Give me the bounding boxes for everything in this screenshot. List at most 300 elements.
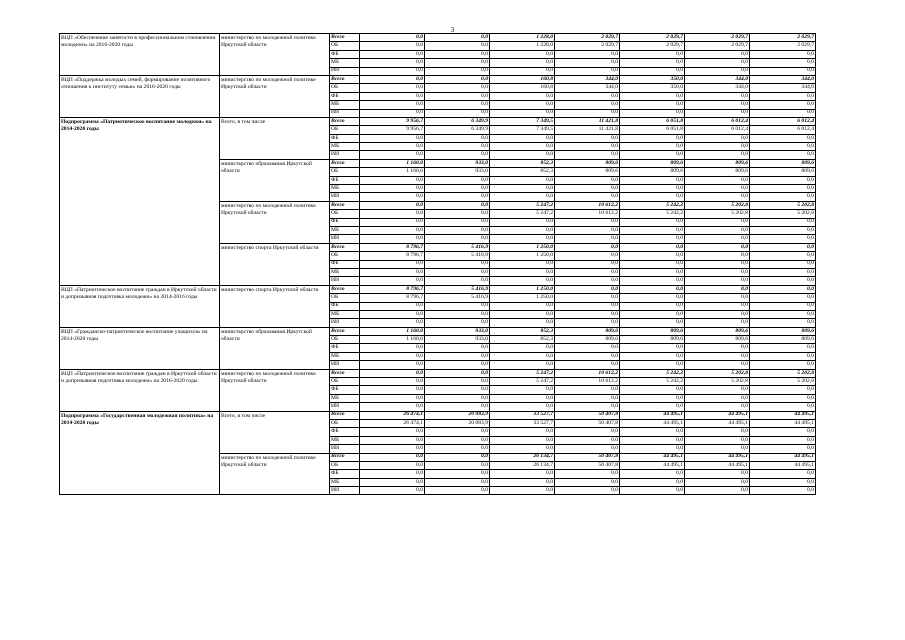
amount-cell: 0,0 — [490, 361, 555, 369]
amount-cell: 0,0 — [425, 260, 490, 268]
amount-cell: 0,0 — [490, 151, 555, 159]
amount-cell: 20 083,9 — [425, 419, 490, 427]
amount-cell: 0,0 — [555, 310, 620, 318]
amount-cell: 0,0 — [685, 268, 750, 276]
amount-cell: 809,6 — [685, 159, 750, 167]
executor-cell: министерство по молодежной политике Иркутской области — [220, 453, 330, 495]
amount-cell: 0,0 — [490, 59, 555, 67]
amount-cell: 0,0 — [685, 277, 750, 285]
amount-cell: 0,0 — [490, 50, 555, 58]
amount-cell: 0,0 — [425, 453, 490, 461]
amount-cell: 5 416,9 — [425, 285, 490, 293]
amount-cell: 0,0 — [360, 185, 425, 193]
amount-cell: 809,6 — [750, 327, 816, 335]
amount-cell: 0,0 — [555, 478, 620, 486]
amount-cell: 0,0 — [425, 445, 490, 453]
amount-cell: 5 202,8 — [685, 210, 750, 218]
amount-cell: 0,0 — [620, 310, 685, 318]
amount-cell: 26 474,1 — [360, 411, 425, 419]
amount-cell: 44 495,1 — [620, 461, 685, 469]
amount-cell: 0,0 — [620, 143, 685, 151]
amount-cell: 0,0 — [360, 67, 425, 75]
amount-cell: 0,0 — [360, 50, 425, 58]
amount-cell: 809,6 — [555, 168, 620, 176]
amount-cell: 0,0 — [620, 394, 685, 402]
amount-cell: 0,0 — [360, 344, 425, 352]
amount-cell: 0,0 — [360, 193, 425, 201]
amount-cell: 0,0 — [360, 59, 425, 67]
amount-cell: 0,0 — [425, 84, 490, 92]
executor-cell: Всего, в том числе — [220, 117, 330, 159]
amount-cell: 0,0 — [750, 143, 816, 151]
amount-cell: 0,0 — [750, 176, 816, 184]
amount-cell: 0,0 — [555, 218, 620, 226]
amount-cell: 0,0 — [750, 59, 816, 67]
amount-cell: 0,0 — [555, 344, 620, 352]
amount-cell: 0,0 — [360, 210, 425, 218]
amount-cell: 0,0 — [750, 243, 816, 251]
amount-cell: 0,0 — [750, 478, 816, 486]
amount-cell: 0,0 — [490, 386, 555, 394]
funding-source-cell: ОБ — [330, 294, 360, 302]
amount-cell: 5 202,8 — [685, 378, 750, 386]
amount-cell: 809,6 — [620, 159, 685, 167]
amount-cell: 0,0 — [360, 453, 425, 461]
amount-cell: 0,0 — [490, 302, 555, 310]
executor-cell: министерство спорта Иркутской области — [220, 243, 330, 285]
amount-cell: 8 796,7 — [360, 252, 425, 260]
amount-cell: 0,0 — [685, 218, 750, 226]
amount-cell: 7 349,5 — [490, 117, 555, 125]
amount-cell: 0,0 — [360, 218, 425, 226]
amount-cell: 0,0 — [685, 294, 750, 302]
amount-cell: 0,0 — [750, 403, 816, 411]
amount-cell: 0,0 — [555, 361, 620, 369]
amount-cell: 0,0 — [360, 101, 425, 109]
amount-cell: 0,0 — [685, 101, 750, 109]
amount-cell: 0,0 — [750, 151, 816, 159]
amount-cell: 852,3 — [490, 327, 555, 335]
amount-cell: 809,6 — [685, 327, 750, 335]
amount-cell: 0,0 — [685, 361, 750, 369]
amount-cell: 0,0 — [425, 470, 490, 478]
amount-cell: 0,0 — [620, 403, 685, 411]
amount-cell: 0,0 — [620, 478, 685, 486]
amount-cell: 0,0 — [685, 109, 750, 117]
amount-cell: 0,0 — [620, 285, 685, 293]
amount-cell: 809,6 — [620, 327, 685, 335]
funding-source-cell: ИИ — [330, 277, 360, 285]
amount-cell: 0,0 — [555, 428, 620, 436]
amount-cell: 0,0 — [750, 310, 816, 318]
funding-source-cell: Всего — [330, 453, 360, 461]
amount-cell: 0,0 — [490, 344, 555, 352]
amount-cell: 344,0 — [685, 75, 750, 83]
amount-cell: 0,0 — [620, 352, 685, 360]
funding-source-cell: МБ — [330, 310, 360, 318]
table-row — [60, 75, 816, 83]
funding-source-cell: ОБ — [330, 336, 360, 344]
amount-cell: 50 407,8 — [555, 411, 620, 419]
amount-cell: 0,0 — [750, 134, 816, 142]
funding-source-cell: МБ — [330, 101, 360, 109]
amount-cell: 6 349,9 — [425, 117, 490, 125]
amount-cell: 7 349,5 — [490, 126, 555, 134]
amount-cell: 0,0 — [750, 352, 816, 360]
amount-cell: 0,0 — [490, 92, 555, 100]
amount-cell: 5 202,8 — [750, 210, 816, 218]
amount-cell: 26 134,7 — [490, 461, 555, 469]
funding-source-cell: МБ — [330, 226, 360, 234]
amount-cell: 5 202,8 — [685, 369, 750, 377]
amount-cell: 0,0 — [620, 260, 685, 268]
amount-cell: 0,0 — [490, 310, 555, 318]
amount-cell: 0,0 — [620, 185, 685, 193]
executor-cell: министерство по молодежной политике Иркутской области — [220, 369, 330, 411]
amount-cell: 0,0 — [360, 352, 425, 360]
amount-cell: 0,0 — [490, 226, 555, 234]
amount-cell: 0,0 — [685, 428, 750, 436]
amount-cell: 0,0 — [555, 252, 620, 260]
amount-cell: 0,0 — [555, 185, 620, 193]
amount-cell: 5 416,9 — [425, 252, 490, 260]
amount-cell: 0,0 — [490, 319, 555, 327]
table-row — [60, 34, 816, 42]
page-number: 3 — [450, 26, 455, 34]
amount-cell: 0,0 — [425, 394, 490, 402]
amount-cell: 0,0 — [685, 470, 750, 478]
amount-cell: 5 242,2 — [620, 378, 685, 386]
funding-source-cell: ФБ — [330, 386, 360, 394]
amount-cell: 10 612,2 — [555, 378, 620, 386]
amount-cell: 5 242,2 — [620, 369, 685, 377]
amount-cell: 6 349,9 — [425, 126, 490, 134]
funding-source-cell: МБ — [330, 394, 360, 402]
amount-cell: 0,0 — [490, 277, 555, 285]
amount-cell: 809,6 — [555, 327, 620, 335]
amount-cell: 0,0 — [685, 243, 750, 251]
funding-source-cell: ФБ — [330, 50, 360, 58]
executor-cell: министерство образования Иркутской области — [220, 159, 330, 201]
amount-cell: 0,0 — [425, 369, 490, 377]
amount-cell: 0,0 — [490, 352, 555, 360]
amount-cell: 0,0 — [555, 470, 620, 478]
amount-cell: 0,0 — [685, 394, 750, 402]
amount-cell: 0,0 — [425, 218, 490, 226]
amount-cell: 0,0 — [490, 487, 555, 495]
amount-cell: 0,0 — [490, 193, 555, 201]
amount-cell: 0,0 — [490, 143, 555, 151]
amount-cell: 1 250,0 — [490, 252, 555, 260]
amount-cell: 0,0 — [360, 319, 425, 327]
amount-cell: 0,0 — [750, 487, 816, 495]
amount-cell: 8 796,7 — [360, 243, 425, 251]
amount-cell: 0,0 — [685, 67, 750, 75]
amount-cell: 0,0 — [425, 92, 490, 100]
amount-cell: 0,0 — [360, 436, 425, 444]
amount-cell: 344,0 — [750, 84, 816, 92]
amount-cell: 1 160,0 — [360, 336, 425, 344]
amount-cell: 0,0 — [620, 428, 685, 436]
amount-cell: 0,0 — [685, 285, 750, 293]
amount-cell: 0,0 — [685, 226, 750, 234]
amount-cell: 0,0 — [555, 386, 620, 394]
amount-cell: 0,0 — [490, 176, 555, 184]
amount-cell: 0,0 — [360, 369, 425, 377]
amount-cell: 0,0 — [750, 193, 816, 201]
amount-cell: 160,8 — [490, 75, 555, 83]
amount-cell: 0,0 — [685, 193, 750, 201]
amount-cell: 0,0 — [750, 428, 816, 436]
amount-cell: 0,0 — [490, 436, 555, 444]
amount-cell: 5 416,9 — [425, 243, 490, 251]
amount-cell: 0,0 — [555, 67, 620, 75]
amount-cell: 0,0 — [620, 67, 685, 75]
amount-cell: 50 407,8 — [555, 419, 620, 427]
amount-cell: 0,0 — [360, 445, 425, 453]
amount-cell: 0,0 — [555, 285, 620, 293]
amount-cell: 0,0 — [425, 478, 490, 486]
amount-cell: 0,0 — [620, 50, 685, 58]
amount-cell: 0,0 — [425, 201, 490, 209]
amount-cell: 26 474,1 — [360, 419, 425, 427]
amount-cell: 0,0 — [750, 185, 816, 193]
amount-cell: 0,0 — [555, 151, 620, 159]
amount-cell: 0,0 — [425, 109, 490, 117]
amount-cell: 0,0 — [750, 277, 816, 285]
amount-cell: 0,0 — [555, 59, 620, 67]
amount-cell: 0,0 — [425, 176, 490, 184]
amount-cell: 0,0 — [620, 252, 685, 260]
funding-source-cell: ФБ — [330, 470, 360, 478]
amount-cell: 0,0 — [685, 92, 750, 100]
amount-cell: 0,0 — [360, 226, 425, 234]
amount-cell: 0,0 — [490, 470, 555, 478]
amount-cell: 0,0 — [555, 176, 620, 184]
amount-cell: 8 796,7 — [360, 294, 425, 302]
amount-cell: 5 242,2 — [620, 201, 685, 209]
amount-cell: 44 495,1 — [750, 411, 816, 419]
amount-cell: 0,0 — [360, 42, 425, 50]
program-name-cell: ВЦП «Патриотическое воспитание граждан в Иркутской области и допризывная подготовка молодежи» на 2016-2020 годы — [60, 369, 220, 411]
amount-cell: 809,6 — [620, 168, 685, 176]
funding-source-cell: ОБ — [330, 168, 360, 176]
amount-cell: 0,0 — [425, 386, 490, 394]
amount-cell: 0,0 — [620, 344, 685, 352]
amount-cell: 0,0 — [620, 243, 685, 251]
amount-cell: 9 956,7 — [360, 126, 425, 134]
amount-cell: 0,0 — [425, 436, 490, 444]
amount-cell: 44 495,1 — [685, 411, 750, 419]
amount-cell: 0,0 — [360, 268, 425, 276]
amount-cell: 0,0 — [425, 487, 490, 495]
amount-cell: 0,0 — [360, 478, 425, 486]
amount-cell: 0,0 — [620, 193, 685, 201]
amount-cell: 0,0 — [360, 403, 425, 411]
funding-source-cell: Всего — [330, 75, 360, 83]
amount-cell: 44 495,1 — [750, 419, 816, 427]
amount-cell: 0,0 — [620, 218, 685, 226]
program-name-cell: ВЦП «Патриотическое воспитание граждан в Иркутской области и допризывная подготовка молодежи» на 2014-2016 годы — [60, 285, 220, 327]
amount-cell: 0,0 — [620, 277, 685, 285]
funding-source-cell: Всего — [330, 285, 360, 293]
amount-cell: 0,0 — [425, 101, 490, 109]
amount-cell: 5 247,2 — [490, 369, 555, 377]
amount-cell: 1 228,0 — [490, 42, 555, 50]
amount-cell: 0,0 — [750, 302, 816, 310]
amount-cell: 0,0 — [425, 352, 490, 360]
amount-cell: 44 495,1 — [620, 411, 685, 419]
amount-cell: 852,3 — [490, 159, 555, 167]
table-row — [60, 369, 816, 377]
amount-cell: 0,0 — [685, 302, 750, 310]
funding-source-cell: ФБ — [330, 302, 360, 310]
amount-cell: 0,0 — [555, 487, 620, 495]
funding-source-cell: МБ — [330, 59, 360, 67]
amount-cell: 0,0 — [360, 176, 425, 184]
amount-cell: 0,0 — [360, 201, 425, 209]
amount-cell: 0,0 — [425, 428, 490, 436]
amount-cell: 0,0 — [555, 260, 620, 268]
amount-cell: 50 407,8 — [555, 453, 620, 461]
amount-cell: 0,0 — [555, 277, 620, 285]
amount-cell: 8 796,7 — [360, 285, 425, 293]
funding-source-cell: ФБ — [330, 344, 360, 352]
amount-cell: 0,0 — [425, 302, 490, 310]
amount-cell: 0,0 — [360, 235, 425, 243]
amount-cell: 809,6 — [750, 159, 816, 167]
amount-cell: 0,0 — [360, 461, 425, 469]
amount-cell: 5 202,8 — [750, 369, 816, 377]
amount-cell: 350,0 — [620, 75, 685, 83]
amount-cell: 2 029,7 — [555, 34, 620, 42]
program-name-cell: Подпрограмма «Государственная молодежная политика» на 2014-2020 годы — [60, 411, 220, 495]
funding-source-cell: ИИ — [330, 235, 360, 243]
amount-cell: 0,0 — [555, 193, 620, 201]
amount-cell: 0,0 — [555, 134, 620, 142]
amount-cell: 0,0 — [360, 394, 425, 402]
amount-cell: 0,0 — [685, 59, 750, 67]
amount-cell: 852,3 — [490, 168, 555, 176]
amount-cell: 44 495,1 — [685, 419, 750, 427]
amount-cell: 5 247,2 — [490, 210, 555, 218]
amount-cell: 44 495,1 — [685, 453, 750, 461]
amount-cell: 0,0 — [555, 268, 620, 276]
funding-source-cell: Всего — [330, 369, 360, 377]
funding-source-cell: МБ — [330, 478, 360, 486]
amount-cell: 44 495,1 — [620, 453, 685, 461]
funding-source-cell: ФБ — [330, 260, 360, 268]
funding-source-cell: ИИ — [330, 487, 360, 495]
amount-cell: 10 612,2 — [555, 210, 620, 218]
amount-cell: 809,6 — [750, 168, 816, 176]
amount-cell: 0,0 — [360, 75, 425, 83]
amount-cell: 0,0 — [620, 302, 685, 310]
amount-cell: 2 029,7 — [685, 34, 750, 42]
amount-cell: 0,0 — [360, 310, 425, 318]
amount-cell: 0,0 — [555, 143, 620, 151]
amount-cell: 5 202,8 — [685, 201, 750, 209]
amount-cell: 160,8 — [490, 84, 555, 92]
funding-source-cell: ИИ — [330, 403, 360, 411]
amount-cell: 0,0 — [555, 352, 620, 360]
amount-cell: 2 029,7 — [620, 42, 685, 50]
amount-cell: 0,0 — [490, 268, 555, 276]
table-row — [60, 327, 816, 335]
funding-source-cell: МБ — [330, 436, 360, 444]
funding-source-cell: ИИ — [330, 445, 360, 453]
amount-cell: 344,0 — [555, 84, 620, 92]
amount-cell: 933,0 — [425, 336, 490, 344]
amount-cell: 0,0 — [555, 92, 620, 100]
amount-cell: 0,0 — [685, 50, 750, 58]
amount-cell: 0,0 — [620, 92, 685, 100]
amount-cell: 0,0 — [555, 436, 620, 444]
amount-cell: 0,0 — [360, 109, 425, 117]
amount-cell: 0,0 — [620, 445, 685, 453]
amount-cell: 0,0 — [620, 268, 685, 276]
executor-cell: министерство по молодежной политике Иркутской области — [220, 75, 330, 117]
amount-cell: 933,0 — [425, 327, 490, 335]
amount-cell: 0,0 — [425, 378, 490, 386]
amount-cell: 0,0 — [555, 226, 620, 234]
amount-cell: 1 250,0 — [490, 294, 555, 302]
amount-cell: 0,0 — [360, 34, 425, 42]
amount-cell: 0,0 — [750, 294, 816, 302]
funding-source-cell: ИИ — [330, 109, 360, 117]
amount-cell: 0,0 — [620, 294, 685, 302]
amount-cell: 6 051,8 — [620, 117, 685, 125]
amount-cell: 0,0 — [360, 134, 425, 142]
amount-cell: 44 495,1 — [750, 461, 816, 469]
table-row — [60, 285, 816, 293]
amount-cell: 6 012,4 — [685, 126, 750, 134]
amount-cell: 33 527,7 — [490, 411, 555, 419]
amount-cell: 0,0 — [750, 470, 816, 478]
amount-cell: 0,0 — [685, 151, 750, 159]
amount-cell: 0,0 — [750, 344, 816, 352]
amount-cell: 0,0 — [555, 50, 620, 58]
amount-cell: 0,0 — [750, 361, 816, 369]
funding-source-cell: МБ — [330, 185, 360, 193]
amount-cell: 0,0 — [425, 226, 490, 234]
amount-cell: 0,0 — [555, 243, 620, 251]
funding-source-cell: ФБ — [330, 176, 360, 184]
amount-cell: 9 956,7 — [360, 117, 425, 125]
amount-cell: 0,0 — [425, 50, 490, 58]
amount-cell: 0,0 — [620, 361, 685, 369]
amount-cell: 0,0 — [555, 302, 620, 310]
funding-source-cell: Всего — [330, 201, 360, 209]
amount-cell: 0,0 — [425, 310, 490, 318]
amount-cell: 0,0 — [425, 42, 490, 50]
amount-cell: 0,0 — [360, 92, 425, 100]
amount-cell: 50 407,8 — [555, 461, 620, 469]
amount-cell: 0,0 — [750, 445, 816, 453]
amount-cell: 2 029,7 — [750, 42, 816, 50]
executor-cell: министерство по молодежной политике Иркутской области — [220, 201, 330, 243]
amount-cell: 0,0 — [750, 92, 816, 100]
amount-cell: 0,0 — [620, 436, 685, 444]
amount-cell: 44 495,1 — [620, 419, 685, 427]
amount-cell: 0,0 — [490, 101, 555, 109]
amount-cell: 0,0 — [750, 218, 816, 226]
funding-source-cell: ОБ — [330, 42, 360, 50]
amount-cell: 0,0 — [425, 151, 490, 159]
amount-cell: 0,0 — [425, 319, 490, 327]
funding-source-cell: МБ — [330, 143, 360, 151]
amount-cell: 0,0 — [425, 461, 490, 469]
